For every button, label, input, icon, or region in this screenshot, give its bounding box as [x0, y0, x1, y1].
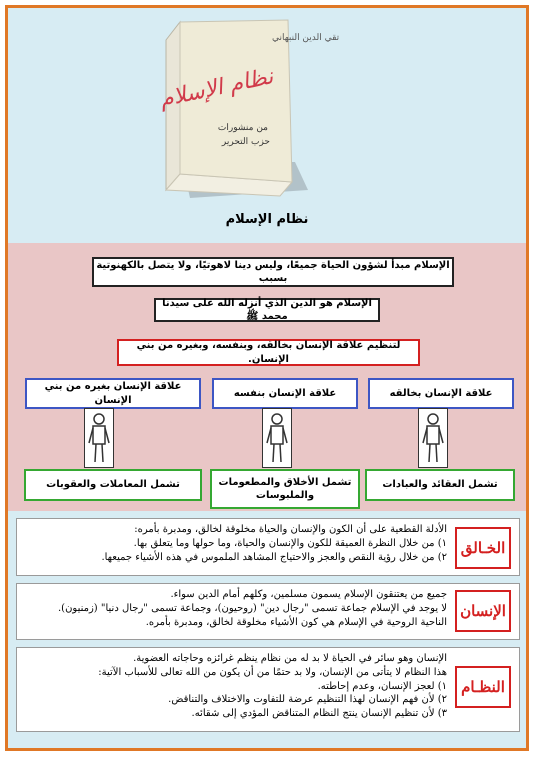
religion-box: الإسلام هو الدين الذي أنزله الله على سيدنا محمد ﷺ	[154, 298, 380, 322]
text-line: الإنسان وهو سائر في الحياة لا بد له من نظام ينظم غرائزه وحاجاته العضوية.	[133, 653, 447, 664]
relation-self-box: علاقة الإنسان بنفسه	[212, 378, 358, 409]
page-frame	[5, 5, 529, 751]
text-line: هذا النظام لا يتأتى من الإنسان، ولا بد حتمًا من أن يكون من الله تعالى للأسباب الآتية:	[98, 666, 447, 678]
text-line: الناحية الروحية في الإسلام هي كون الأشياء مخلوقة لخالق، ومدبرة بأمره.	[145, 616, 447, 628]
book-caption: نظام الإسلام	[225, 212, 309, 227]
includes-creator-box: تشمل العقائد والعبادات	[365, 469, 515, 501]
relation-creator-box: علاقة الإنسان بخالقه	[368, 378, 514, 409]
text-line: ٣) لأن تنظيم الإنسان ينتج النظام المتناقض المؤدي إلى شقائه.	[191, 708, 447, 720]
section-label-human: الإنسان	[455, 590, 511, 632]
text-line: ١) لعجز الإنسان، وعدم إحاطته.	[317, 680, 447, 692]
book-cover-title: نظام الإسلام	[157, 64, 276, 113]
text-line: ٢) لأن فهم الإنسان لهذا التنظيم عرضة للتفاوت والاختلاف والتناقض.	[168, 694, 447, 706]
purpose-box: لتنظيم علاقة الإنسان بخالقه، وبنفسه، وبغيره من بني الإنسان.	[117, 339, 420, 366]
includes-self-box: تشمل الأخلاق والمطعومات والملبوسات	[210, 469, 360, 509]
includes-others-box: تشمل المعاملات والعقوبات	[24, 469, 202, 501]
book-publisher-2: حزب التحرير	[221, 137, 270, 147]
section-label-system: النظـام	[455, 666, 511, 708]
text-line: لا يوجد في الإسلام جماعة تسمى "رجال دين" (روحيون)، وجماعة تسمى "رجال دنيا" (زمنيون).	[58, 602, 447, 614]
relation-others-box: علاقة الإنسان بغيره من بني الإنسان	[25, 378, 201, 409]
definition-box: الإسلام مبدأ لشؤون الحياة جميعًا، وليس دينا لاهوتيًا، ولا يتصل بالكهنوتية بسبب	[92, 257, 454, 287]
book-author: تقي الدين النبهاني	[272, 33, 340, 43]
section-label-creator: الخـالق	[455, 527, 511, 569]
text-line: جميع من يعتنقون الإسلام يسمون مسلمين، وكلهم أمام الدين سواء.	[170, 589, 447, 600]
text-line: ٢) من خلال رؤية النقص والعجز والاحتياج المشاهد الملموس في هذه الأشياء جميعها.	[101, 551, 447, 563]
text-line: ١) من خلال النظرة العميقة للكون والإنسان والحياة، وما حولها وما يتعلق بها.	[133, 537, 447, 549]
book-publisher-1: من منشورات	[217, 123, 268, 133]
text-line: الأدلة القطعية على أن الكون والإنسان والحياة مخلوقة لخالق، ومدبرة بأمره:	[134, 524, 447, 535]
